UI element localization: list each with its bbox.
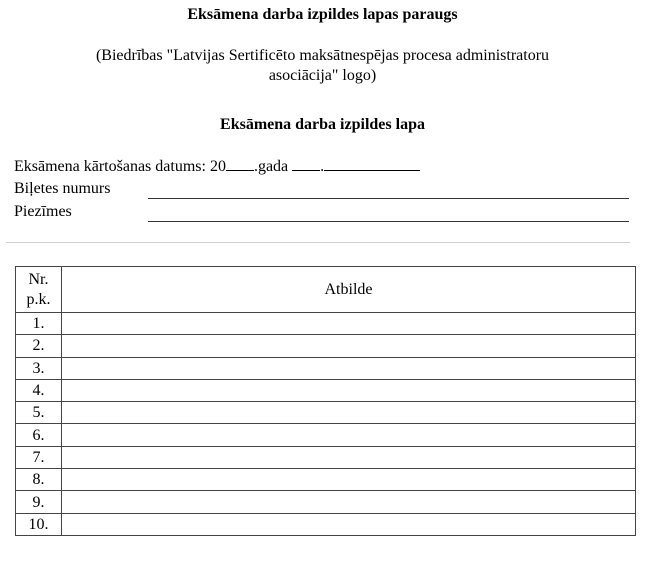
table-row	[16, 491, 636, 513]
table-row	[16, 402, 636, 424]
gada-text: .gada	[253, 158, 293, 175]
ticket-number-line[interactable]	[148, 198, 629, 199]
row-number: 3.	[16, 357, 62, 379]
col-nr-line-2: p.k.	[26, 290, 51, 308]
answer-cell[interactable]	[62, 335, 636, 357]
answer-cell[interactable]	[62, 424, 636, 446]
row-number: 1.	[16, 313, 62, 335]
table-row	[16, 446, 636, 468]
logo-placeholder-note	[0, 46, 645, 86]
row-number: 6.	[16, 424, 62, 446]
col-answer-header: Atbilde	[62, 267, 636, 313]
table-row	[16, 424, 636, 446]
month-blank[interactable]	[324, 158, 420, 171]
answer-cell[interactable]	[62, 491, 636, 513]
answer-cell[interactable]	[62, 379, 636, 401]
table-row	[16, 357, 636, 379]
row-number: 2.	[16, 335, 62, 357]
year-blank[interactable]	[226, 158, 254, 171]
table-row	[16, 379, 636, 401]
answer-table	[15, 266, 636, 536]
col-nr-header	[16, 267, 62, 313]
row-number: 5.	[16, 402, 62, 424]
col-nr-line-1: Nr.	[28, 270, 49, 288]
table-row	[16, 335, 636, 357]
answer-cell[interactable]	[62, 469, 636, 491]
exam-date-label: Eksāmena kārtošanas datums: 20	[14, 158, 226, 175]
form-title: Eksāmena darba izpildes lapa	[220, 116, 425, 133]
ticket-number-label: Biļetes numurs	[14, 180, 111, 197]
row-number: 9.	[16, 491, 62, 513]
row-number: 8.	[16, 469, 62, 491]
row-number: 7.	[16, 446, 62, 468]
table-row	[16, 513, 636, 535]
answer-cell[interactable]	[62, 402, 636, 424]
answer-cell[interactable]	[62, 446, 636, 468]
table-row	[16, 469, 636, 491]
date-dot: .	[320, 158, 325, 175]
table-header-row	[16, 267, 636, 313]
answer-cell[interactable]	[62, 513, 636, 535]
logo-note-line-2: asociācija" logo)	[268, 67, 377, 84]
table-row	[16, 313, 636, 335]
answer-cell[interactable]	[62, 357, 636, 379]
answer-cell[interactable]	[62, 313, 636, 335]
logo-note-line-1: (Biedrības "Latvijas Sertificēto maksātnespējas procesa administratoru	[95, 47, 550, 64]
exam-date-field	[14, 158, 420, 176]
row-number: 4.	[16, 379, 62, 401]
notes-label: Piezīmes	[14, 203, 72, 220]
day-blank[interactable]	[292, 158, 320, 171]
notes-line[interactable]	[148, 221, 629, 222]
row-number: 10.	[16, 513, 62, 535]
section-divider	[6, 242, 630, 243]
document-title: Eksāmena darba izpildes lapas paraugs	[187, 6, 458, 23]
